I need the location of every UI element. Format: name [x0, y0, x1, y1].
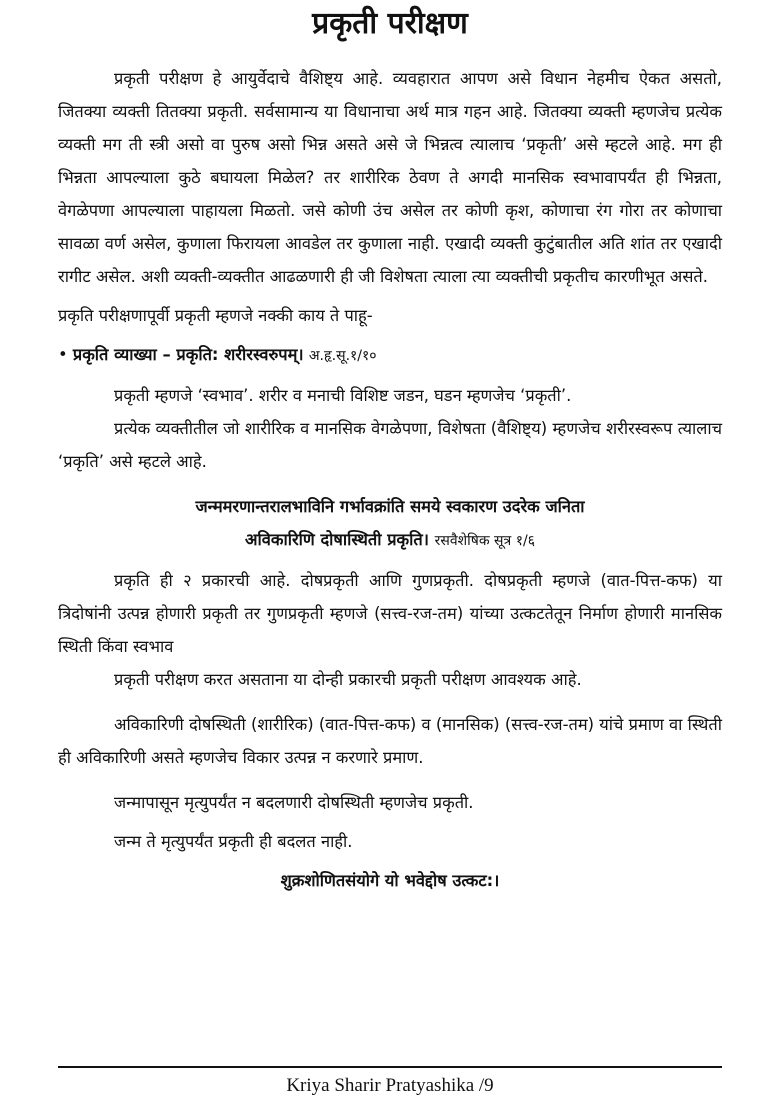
- definition-paragraph-1: प्रकृती म्हणजे ‘स्वभाव’. शरीर व मनाची विशिष्ट जडन, घडन म्हणजेच ‘प्रकृती’.: [114, 386, 572, 405]
- body-text: [58, 62, 722, 897]
- unchanging-paragraph: जन्म ते मृत्युपर्यंत प्रकृती ही बदलत नाही.: [114, 832, 353, 851]
- bullet-marker: •: [58, 345, 68, 364]
- lifelong-paragraph: जन्मापासून मृत्युपर्यंत न बदलणारी दोषस्थिती म्हणजेच प्रकृती.: [114, 793, 474, 812]
- definition-paragraph-2: प्रत्येक व्यक्तीतील जो शारीरिक व मानसिक वेगळेपणा, विशेषता (वैशिष्ट्य) म्हणजेच शरीरस्वरूप त्यालाच ‘प्रकृति’ असे म्हटले आहे.: [58, 419, 722, 471]
- definition-bullet: [58, 338, 722, 373]
- closing-shloka: शुक्रशोणितसंयोगे यो भवेद्दोष उत्कट:।: [280, 871, 500, 890]
- definition-reference: अ.हृ.सू.१/१०: [308, 348, 377, 364]
- intro-paragraph: प्रकृती परीक्षण हे आयुर्वेदाचे वैशिष्ट्य आहे. व्यवहारात आपण असे विधान नेहमीच ऐकत असतो, जितक्या व्यक्ती तितक्या प्रकृती. सर्वसामान्य या विधानाचा अर्थ मात्र गहन आहे. जितक्या व्यक्ती म्हणजेच प्रत्येक व्यक्ती मग ती स्त्री असो वा पुरुष असो भिन्न असते असे जे भिन्नत्व त्यालाच ‘प्रकृती’ असे म्हटले आहे. मग ही भिन्नता आपल्याला कुठे बघायला मिळेल? तर शारीरिक ठेवण ते अगदी मानसिक स्वभावापर्यंत ही भिन्नता, वेगळेपणा आपल्याला पाहायला मिळतो. जसे कोणी उंच असेल तर कोणी कृश, कोणाचा रंग गोरा तर कोणाचा सावळा वर्ण असेल, कुणाला फिरायला आवडेल तर कुणाला नाही. एखादी व्यक्ती कुटुंबातील अति शांत तर एखादी रागीट असेल. अशी व्यक्ती-व्यक्तीत आढळणारी ही जी विशेषता त्याला त्या व्यक्तीची प्रकृतीच कारणीभूत असते.: [58, 69, 722, 286]
- page-footer: Kriya Sharir Pratyashika /9: [286, 1075, 494, 1096]
- examination-paragraph: प्रकृती परीक्षण करत असताना या दोन्ही प्रकारची प्रकृती परीक्षण आवश्यक आहे.: [114, 670, 582, 689]
- footer-divider: [58, 1066, 722, 1068]
- shloka-text-2: अविकारिणि दोषास्थिती प्रकृति।: [245, 530, 429, 549]
- shloka-line-2: [58, 523, 722, 558]
- avikarini-paragraph: अविकारिणी दोषस्थिती (शारीरिक) (वात-पित्त-कफ) व (मानसिक) (सत्त्व-रज-तम) यांचे प्रमाण वा स्थिती ही अविकारिणी असते म्हणजेच विकार उत्पन्न न करणारे प्रमाण.: [58, 715, 722, 767]
- lead-in-paragraph: प्रकृति परीक्षणापूर्वी प्रकृती म्हणजे नक्की काय ते पाहू-: [58, 306, 373, 325]
- shloka-reference: रसवैशेषिक सूत्र १/६: [434, 533, 535, 549]
- shloka-line-1: जन्ममरणान्तरालभाविनि गर्भावक्रांति समये स्वकारण उदरेक जनिता: [195, 497, 585, 516]
- types-paragraph: प्रकृति ही २ प्रकारची आहे. दोषप्रकृती आणि गुणप्रकृती. दोषप्रकृती म्हणजे (वात-पित्त-कफ) या त्रिदोषांनी उत्पन्न होणारी प्रकृती तर गुणप्रकृती म्हणजे (सत्त्व-रज-तम) यांच्या उत्कटतेतून निर्माण होणारी मानसिक स्थिती किंवा स्वभाव: [58, 571, 722, 656]
- definition-heading: प्रकृति व्याख्या – प्रकृति: शरीरस्वरुपम्।: [72, 345, 304, 364]
- page-title: प्रकृती परीक्षण: [312, 6, 468, 41]
